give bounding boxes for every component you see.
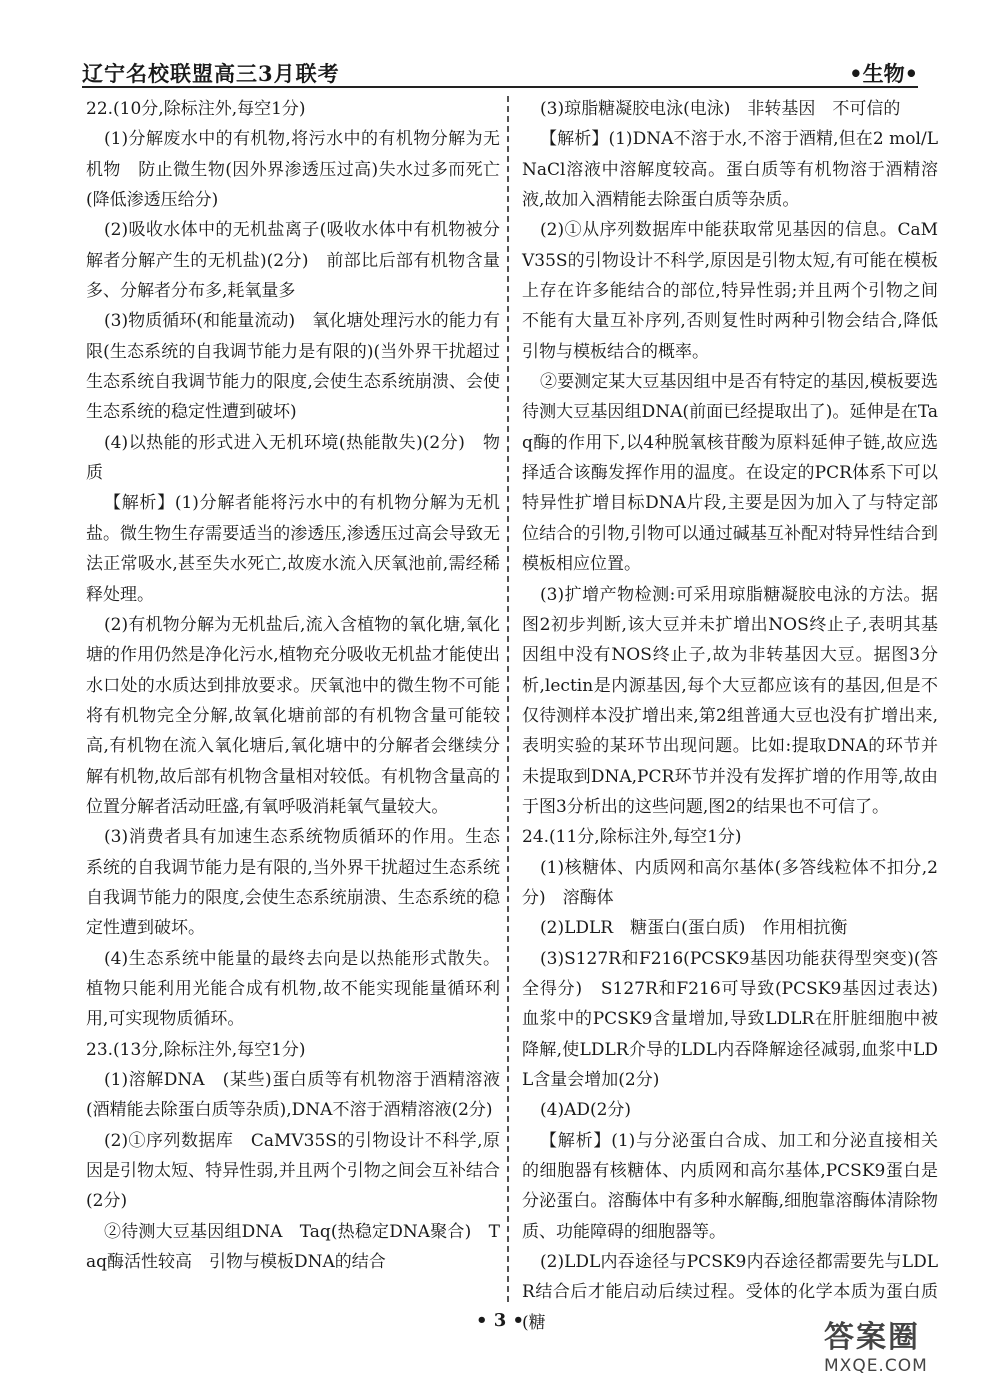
answer-paragraph: 【解析】(1)与分泌蛋白合成、加工和分泌直接相关的细胞器有核糖体、内质网和高尔基体,PCSK9蛋白是分泌蛋白。溶酶体中有多种水解酶,细胞靠溶酶体清除物质、功能障碍的细胞器等。 (522, 1130, 938, 1242)
answer-paragraph: ②待测大豆基因组DNA Taq(热稳定DNA聚合) Taq酶活性较高 引物与模板DNA的结合 (86, 1221, 500, 1273)
answer-paragraph: (1)溶解DNA (某些)蛋白质等有机物溶于酒精溶液(酒精能去除蛋白质等杂质),DNA不溶于酒精溶液(2分) (86, 1070, 500, 1121)
answer-paragraph: (2)①序列数据库 CaMV35S的引物设计不科学,原因是引物太短、特异性弱,并且两个引物之间会互补结合(2分) (86, 1130, 500, 1212)
answer-paragraph: (2)有机物分解为无机盐后,流入含植物的氧化塘,氧化塘的作用仍然是净化污水,植物充分吸收无机盐才能使出水口处的水质达到排放要求。厌氧池中的微生物不可能将有机物完全分解,故氧化塘前部的有机物含量可能较高,有机物在流入氧化塘后,氧化塘中的分解者会继续分解有机物,故后部有机物含量相对较低。有机物含量高的位置分解者活动旺盛,有氧呼吸消耗氧气量较大。 (86, 614, 500, 817)
answer-paragraph: (3)物质循环(和能量流动) 氧化塘处理污水的能力有限(生态系统的自我调节能力是有限的)(当外界干扰超过生态系统自我调节能力的限度,会使生态系统崩溃、会使生态系统的稳定性遭到破坏) (86, 311, 500, 423)
answer-paragraph: ②要测定某大豆基因组中是否有特定的基因,模板要选待测大豆基因组DNA(前面已经提取出了)。延伸是在Taq酶的作用下,以4种脱氧核苷酸为原料延伸子链,故应选择适合该酶发挥作用的温度。在设定的PCR体系下可以特异性扩增目标DNA片段,主要是因为加入了与特定部位结合的引物,引物可以通过碱基互补配对特异性结合到模板相应位置。 (522, 372, 938, 575)
exam-title: 辽宁名校联盟高三3月联考 (82, 61, 340, 86)
answer-paragraph: (2)吸收水体中的无机盐离子(吸收水体中有机物被分解者分解产生的无机盐)(2分) 前部比后部有机物含量多、分解者分布多,耗氧量多 (86, 220, 500, 302)
answer-paragraph: 22.(10分,除标注外,每空1分) (86, 99, 306, 119)
answer-paragraph: (1)分解废水中的有机物,将污水中的有机物分解为无机物 防止微生物(因外界渗透压过高)失水过多而死亡(降低渗透压给分) (86, 129, 500, 211)
watermark (824, 1312, 974, 1374)
column-divider (507, 96, 509, 1302)
subject-label: •生物• (849, 61, 918, 86)
answer-paragraph: 【解析】(1)DNA不溶于水,不溶于酒精,但在2 mol/L NaCl溶液中溶解度较高。蛋白质等有机物溶于酒精溶液,故加入酒精能去除蛋白质等杂质。 (522, 129, 938, 211)
left-column (86, 94, 500, 1277)
answer-paragraph: (3)扩增产物检测:可采用琼脂糖凝胶电泳的方法。据图2初步判断,该大豆并未扩增出NOS终止子,表明其基因组中没有NOS终止子,故为非转基因大豆。据图3分析,lectin是内源基因,每个大豆都应该有的基因,但是不仅待测样本没扩增出来,第2组普通大豆也没有扩增出来,表明实验的某环节出现问题。比如:提取DNA的环节并未提取到DNA,PCR环节并没有发挥扩增的作用等,故由于图3分析出的这些问题,图2的结果也不可信了。 (522, 584, 938, 817)
answer-paragraph: (1)核糖体、内质网和高尔基体(多答线粒体不扣分,2分) 溶酶体 (522, 857, 938, 908)
answer-paragraph: (3)消费者具有加速生态系统物质循环的作用。生态系统的自我调节能力是有限的,当外界干扰超过生态系统自我调节能力的限度,会使生态系统崩溃、生态系统的稳定性遭到破坏。 (86, 827, 500, 939)
answer-paragraph: (4)AD(2分) (540, 1100, 632, 1121)
watermark-url: MXQE.COM (824, 1356, 928, 1376)
right-column (522, 94, 938, 1338)
answer-paragraph: (2)LDLR 糖蛋白(蛋白质) 作用相抗衡 (540, 918, 848, 939)
answer-paragraph: 【解析】(1)分解者能将污水中的有机物分解为无机盐。微生物生存需要适当的渗透压,渗透压过高会导致无法正常吸水,甚至失水死亡,故废水流入厌氧池前,需经稀释处理。 (86, 493, 500, 605)
page-number: • 3 • (475, 1310, 525, 1331)
answer-paragraph: (4)以热能的形式进入无机环境(热能散失)(2分) 物质 (86, 432, 500, 484)
answer-paragraph: (3)S127R和F216(PCSK9基因功能获得型突变)(答全得分) S127R和F216可导致(PCSK9基因过表达)血浆中的PCSK9含量增加,导致LDLR在肝脏细胞中被降解,使LDLR介导的LDL内吞降解途径减弱,血浆中LDL含量会增加(2分) (522, 948, 938, 1090)
answer-paragraph: (3)琼脂糖凝胶电泳(电泳) 非转基因 不可信的 (540, 99, 901, 119)
page-header (82, 58, 918, 88)
watermark-logo: 答案圈 (824, 1320, 920, 1355)
answer-paragraph: (2)LDL内吞途径与PCSK9内吞途径都需要先与LDLR结合后才能启动后续过程。受体的化学本质为蛋白质(糖 (522, 1252, 938, 1333)
answer-paragraph: 24.(11分,除标注外,每空1分) (522, 827, 742, 848)
answer-paragraph: (2)①从序列数据库中能获取常见基因的信息。CaMV35S的引物设计不科学,原因是引物太短,有可能在模板上存在许多能结合的部位,特异性弱;并且两个引物之间不能有大量互补序列,否则复性时两种引物会结合,降低引物与模板结合的概率。 (522, 220, 938, 362)
answer-paragraph: (4)生态系统中能量的最终去向是以热能形式散失。植物只能利用光能合成有机物,故不能实现能量循环利用,可实现物质循环。 (86, 948, 500, 1030)
answer-paragraph: 23.(13分,除标注外,每空1分) (86, 1039, 306, 1060)
